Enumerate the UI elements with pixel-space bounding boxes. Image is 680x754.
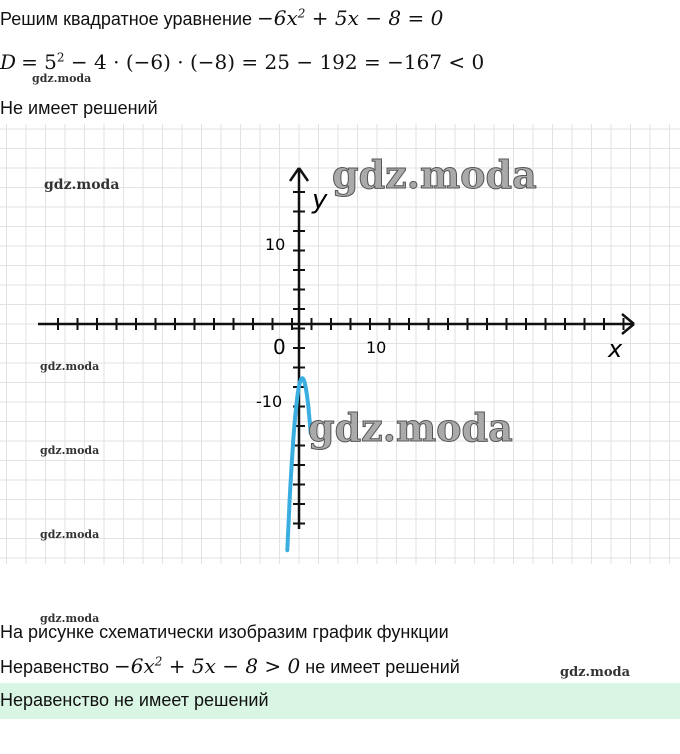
watermark: gdz.moda	[40, 528, 100, 541]
statement-text: Решим квадратное уравнение	[0, 9, 258, 29]
inequality-suffix: не имеет решений	[300, 657, 460, 677]
watermark: gdz.moda	[32, 72, 92, 85]
quadratic-equation: $-6x^2 + 5x - 8 = 0$	[257, 6, 444, 30]
discriminant-formula: D	[0, 50, 17, 74]
equation-statement	[0, 6, 443, 30]
y-axis-arrow	[299, 168, 308, 181]
discriminant-expression: = $5^2 - 4 \cdot (-6) \cdot (-8) = 25 - 192 = -167 < 0$	[21, 50, 485, 74]
discriminant-line	[0, 50, 484, 74]
origin-label: 0	[273, 335, 286, 359]
watermark: gdz.moda	[560, 665, 631, 680]
inequality-line	[0, 654, 460, 678]
no-solutions-text: Не имеет решений	[0, 98, 158, 118]
answer-text: Неравенство не имеет решений	[0, 690, 269, 710]
watermark: gdz.moda	[40, 444, 100, 457]
x-tick-label: 10	[366, 338, 387, 357]
watermark: gdz.moda	[40, 360, 100, 373]
y-axis-label: y	[312, 185, 328, 215]
inequality-prefix: Неравенство	[0, 657, 114, 677]
y-tick-pos-label: 10	[265, 235, 286, 254]
graph-description: На рисунке схематически изобразим график функции	[0, 622, 449, 642]
y-axis-arrow	[290, 168, 299, 181]
y-tick-neg-label: -10	[256, 392, 283, 411]
watermark: gdz.moda	[40, 612, 100, 625]
inequality-expression: $-6x^2 + 5x - 8 > 0$	[113, 654, 301, 678]
watermark-large: gdz.moda	[308, 405, 513, 450]
axes	[38, 168, 634, 529]
watermark: gdz.moda	[44, 177, 120, 193]
answer-box	[0, 683, 680, 719]
watermark-large: gdz.moda	[332, 152, 537, 197]
x-axis-label: x	[608, 335, 623, 363]
